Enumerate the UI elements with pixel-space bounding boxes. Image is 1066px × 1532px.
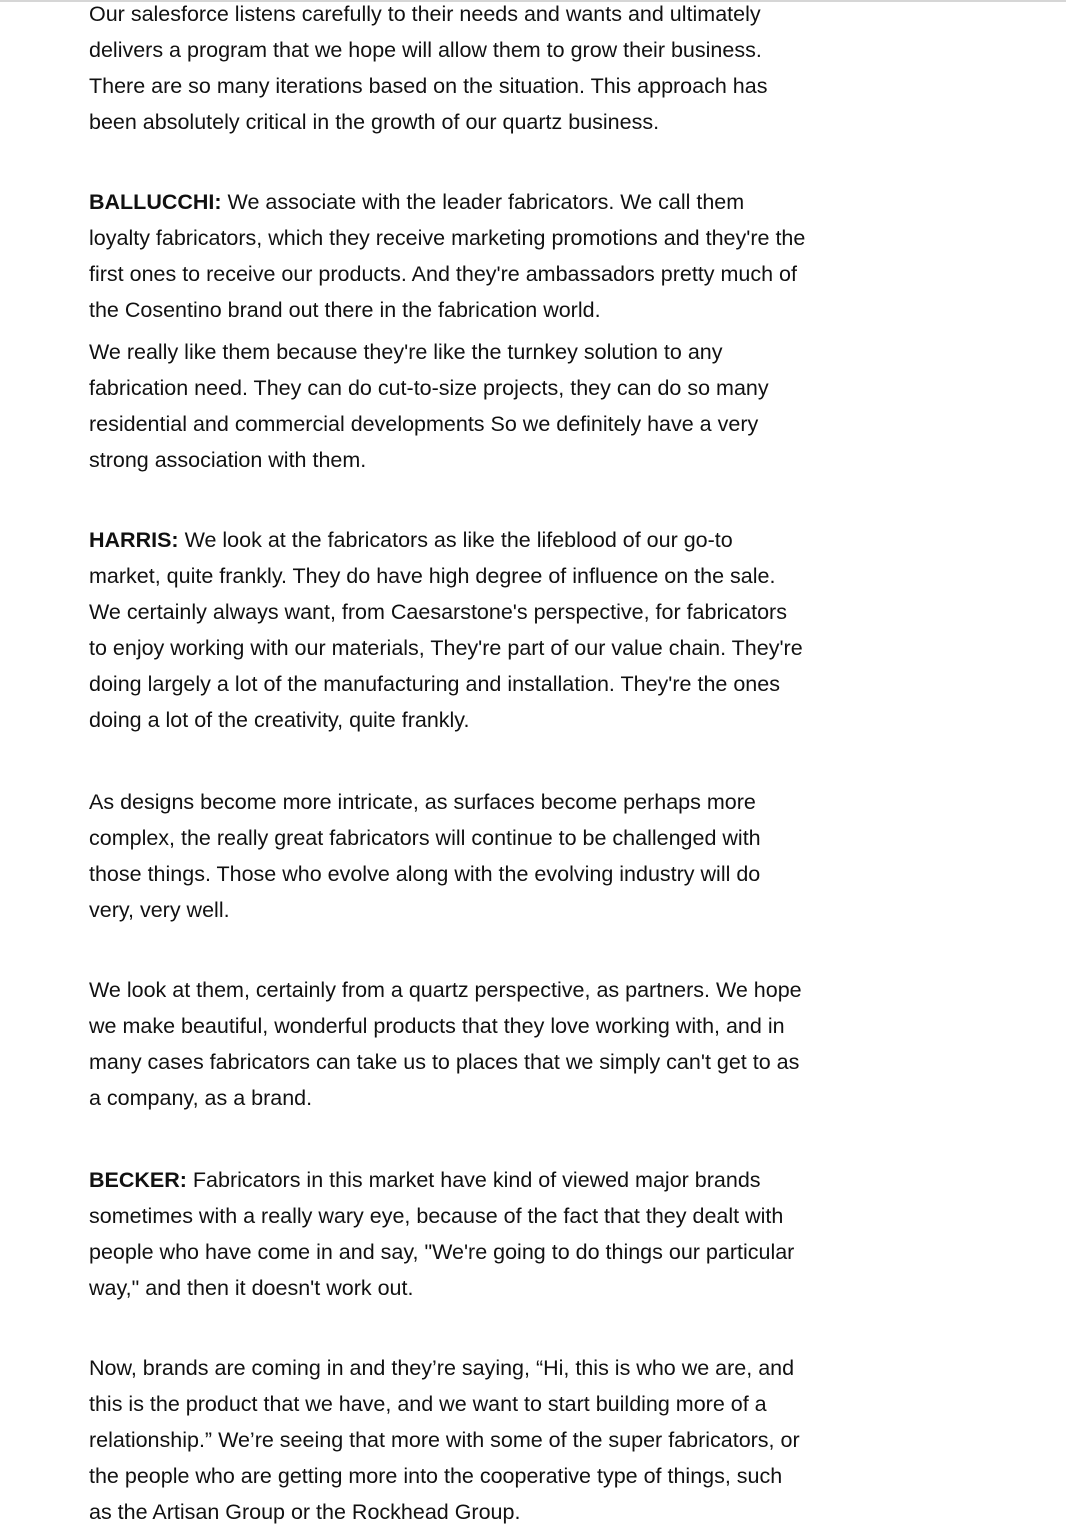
paragraph-2-text: We associate with the leader fabricators. We call them loyalty fabricators, which they receive marketing promotions and they're the first ones to receive our products. And they're ambassadors pretty much of the Cosentino brand out there in the fabrication world. bbox=[89, 190, 806, 322]
paragraph-7-text: Fabricators in this market have kind of viewed major brands sometimes with a really wary eye, because of the fact that they dealt with people who have come in and say, "We're going to do things our particular way," and then it doesn't work out. bbox=[89, 1168, 795, 1300]
paragraph-1-text: Our salesforce listens carefully to their needs and wants and ultimately delivers a program that we hope will allow them to grow their business. There are so many iterations based on the situation. This approach has been absolutely critical in the growth of our quartz business. bbox=[89, 2, 768, 134]
paragraph-8-text: Now, brands are coming in and they’re saying, “Hi, this is who we are, and this is the product that we have, and we want to start building more of a relationship.” We’re seeing that more with some of the super fabricators, or the people who are getting more into the cooperative type of things, such as the Artisan Group or the Rockhead Group. bbox=[89, 1356, 800, 1524]
speaker-name: BALLUCCHI: bbox=[89, 190, 222, 214]
paragraph-becker bbox=[89, 1162, 809, 1306]
paragraph-1 bbox=[89, 0, 809, 140]
speaker-name: BECKER: bbox=[89, 1168, 187, 1192]
paragraph-harris bbox=[89, 522, 809, 738]
paragraph-4-text: We look at the fabricators as like the lifeblood of our go-to market, quite frankly. They do have high degree of influence on the sale. We certainly always want, from Caesarstone's perspective, for fabricators to enjoy working with our materials, They're part of our value chain. They're doing largely a lot of the manufacturing and installation. They're the ones doing a lot of the creativity, quite frankly. bbox=[89, 528, 803, 732]
article-body bbox=[89, 0, 809, 1530]
paragraph-5 bbox=[89, 784, 809, 928]
paragraph-6 bbox=[89, 972, 809, 1116]
paragraph-3-text: We really like them because they're like the turnkey solution to any fabrication need. They can do cut-to-size projects, they can do so many residential and commercial developments So we definitely have a very strong association with them. bbox=[89, 340, 769, 472]
paragraph-5-text: As designs become more intricate, as surfaces become perhaps more complex, the really great fabricators will continue to be challenged with those things. Those who evolve along with the evolving industry will do very, very well. bbox=[89, 790, 761, 922]
paragraph-6-text: We look at them, certainly from a quartz perspective, as partners. We hope we make beautiful, wonderful products that they love working with, and in many cases fabricators can take us to places that we simply can't get to as a company, as a brand. bbox=[89, 978, 802, 1110]
speaker-name: HARRIS: bbox=[89, 528, 179, 552]
paragraph-8 bbox=[89, 1350, 809, 1530]
paragraph-3 bbox=[89, 334, 809, 478]
paragraph-ballucchi bbox=[89, 184, 809, 328]
